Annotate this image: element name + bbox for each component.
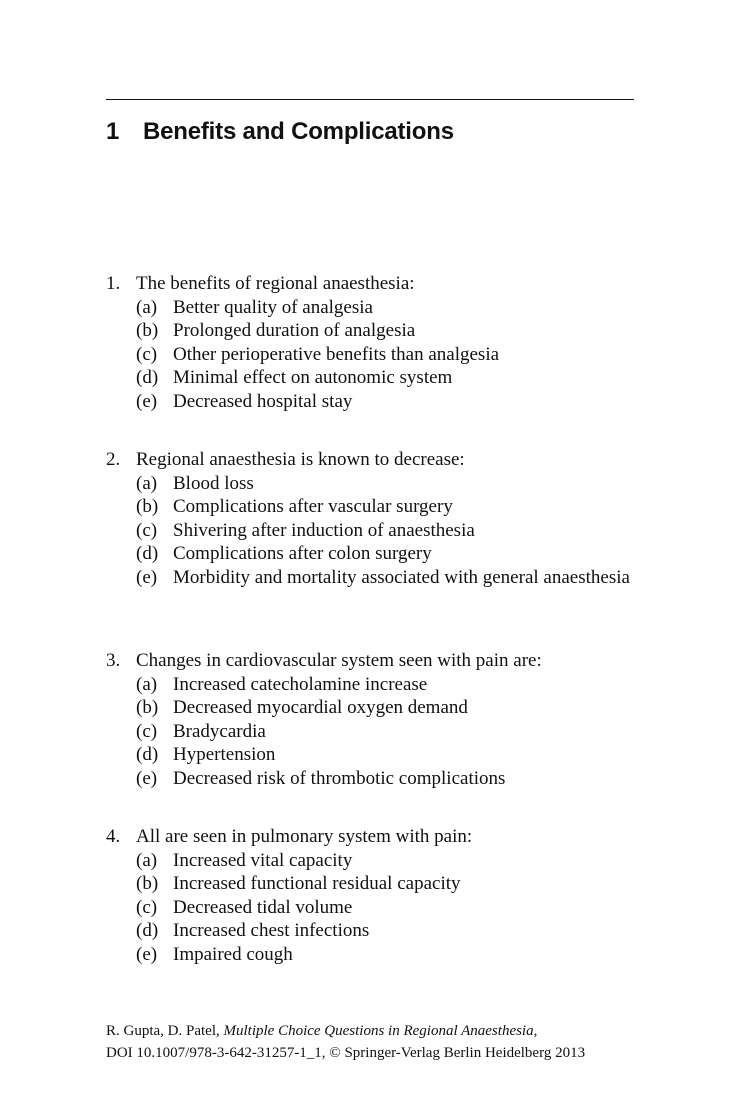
header-rule (106, 99, 634, 100)
option-text: Complications after colon surgery (173, 543, 432, 564)
option-label: (c) (136, 896, 158, 918)
option-text: Decreased myocardial oxygen demand (173, 697, 468, 718)
option-label: (d) (136, 920, 159, 941)
option-label: (c) (136, 720, 158, 742)
citation-line (106, 1020, 634, 1042)
question-3 (106, 649, 634, 790)
option-label: (d) (136, 543, 159, 564)
question-text: Changes in cardiovascular system seen with pain are: (136, 650, 542, 671)
question-number: 4. (106, 826, 121, 847)
option-label: (c) (136, 343, 158, 365)
option-item (136, 472, 634, 496)
option-label: (a) (136, 849, 158, 871)
question-number: 2. (106, 449, 121, 470)
option-text: Prolonged duration of analgesia (173, 320, 416, 341)
option-label: (c) (136, 519, 158, 541)
option-item (136, 343, 634, 367)
option-item (136, 296, 634, 320)
option-text: Increased functional residual capacity (173, 873, 461, 894)
option-item (136, 696, 634, 720)
options-list (136, 849, 634, 967)
question-text: All are seen in pulmonary system with pain: (136, 826, 473, 847)
option-text: Hypertension (173, 744, 276, 765)
citation-footer (106, 1020, 634, 1064)
option-text: Minimal effect on autonomic system (173, 367, 453, 388)
option-item (136, 495, 634, 519)
option-label: (d) (136, 367, 159, 388)
option-label: (b) (136, 873, 159, 894)
option-label: (a) (136, 472, 158, 494)
option-label: (b) (136, 320, 159, 341)
option-label: (e) (136, 767, 158, 789)
option-item (136, 566, 634, 590)
question-text: The benefits of regional anaesthesia: (136, 273, 415, 294)
option-label: (e) (136, 390, 158, 412)
option-item (136, 519, 634, 543)
citation-authors: R. Gupta, D. Patel, (106, 1023, 220, 1039)
option-text: Increased vital capacity (173, 849, 353, 871)
option-item (136, 943, 634, 967)
question-1 (106, 272, 634, 413)
question-number: 3. (106, 650, 121, 671)
option-item (136, 872, 634, 896)
option-item (136, 919, 634, 943)
option-item (136, 390, 634, 414)
option-label: (b) (136, 697, 159, 718)
option-label: (d) (136, 744, 159, 765)
option-item (136, 896, 634, 920)
citation-comma: , (533, 1023, 538, 1039)
option-text: Decreased tidal volume (173, 896, 353, 918)
citation-doi: DOI 10.1007/978-3-642-31257-1_1, © Springer-Verlag Berlin Heidelberg 2013 (106, 1045, 586, 1061)
option-item (136, 720, 634, 744)
question-2 (106, 448, 634, 589)
option-item (136, 319, 634, 343)
option-text: Better quality of analgesia (173, 296, 373, 318)
option-text: Bradycardia (173, 720, 266, 742)
option-label: (b) (136, 496, 159, 517)
options-list (136, 472, 634, 590)
option-text: Blood loss (173, 472, 254, 494)
option-text: Shivering after induction of anaesthesia (173, 519, 475, 541)
option-item (136, 542, 634, 566)
option-text: Morbidity and mortality associated with general anaesthesia (173, 566, 630, 588)
option-item (136, 366, 634, 390)
options-list (136, 673, 634, 791)
option-text: Decreased risk of thrombotic complications (173, 767, 506, 789)
option-item (136, 673, 634, 697)
question-text: Regional anaesthesia is known to decrease: (136, 449, 465, 470)
citation-book-title: Multiple Choice Questions in Regional Anaesthesia (223, 1023, 534, 1039)
option-text: Increased chest infections (173, 920, 370, 941)
options-list (136, 296, 634, 414)
option-text: Complications after vascular surgery (173, 496, 453, 517)
option-label: (a) (136, 296, 158, 318)
option-text: Increased catecholamine increase (173, 673, 428, 695)
chapter-heading (106, 118, 454, 146)
chapter-number: 1 (106, 118, 120, 145)
option-label: (e) (136, 566, 158, 588)
chapter-title: Benefits and Complications (143, 118, 454, 145)
question-4 (106, 825, 634, 966)
option-text: Other perioperative benefits than analgesia (173, 343, 500, 365)
option-item (136, 743, 634, 767)
option-text: Impaired cough (173, 943, 293, 965)
question-number: 1. (106, 273, 121, 294)
option-label: (a) (136, 673, 158, 695)
option-item (136, 767, 634, 791)
option-text: Decreased hospital stay (173, 390, 353, 412)
option-label: (e) (136, 943, 158, 965)
option-item (136, 849, 634, 873)
